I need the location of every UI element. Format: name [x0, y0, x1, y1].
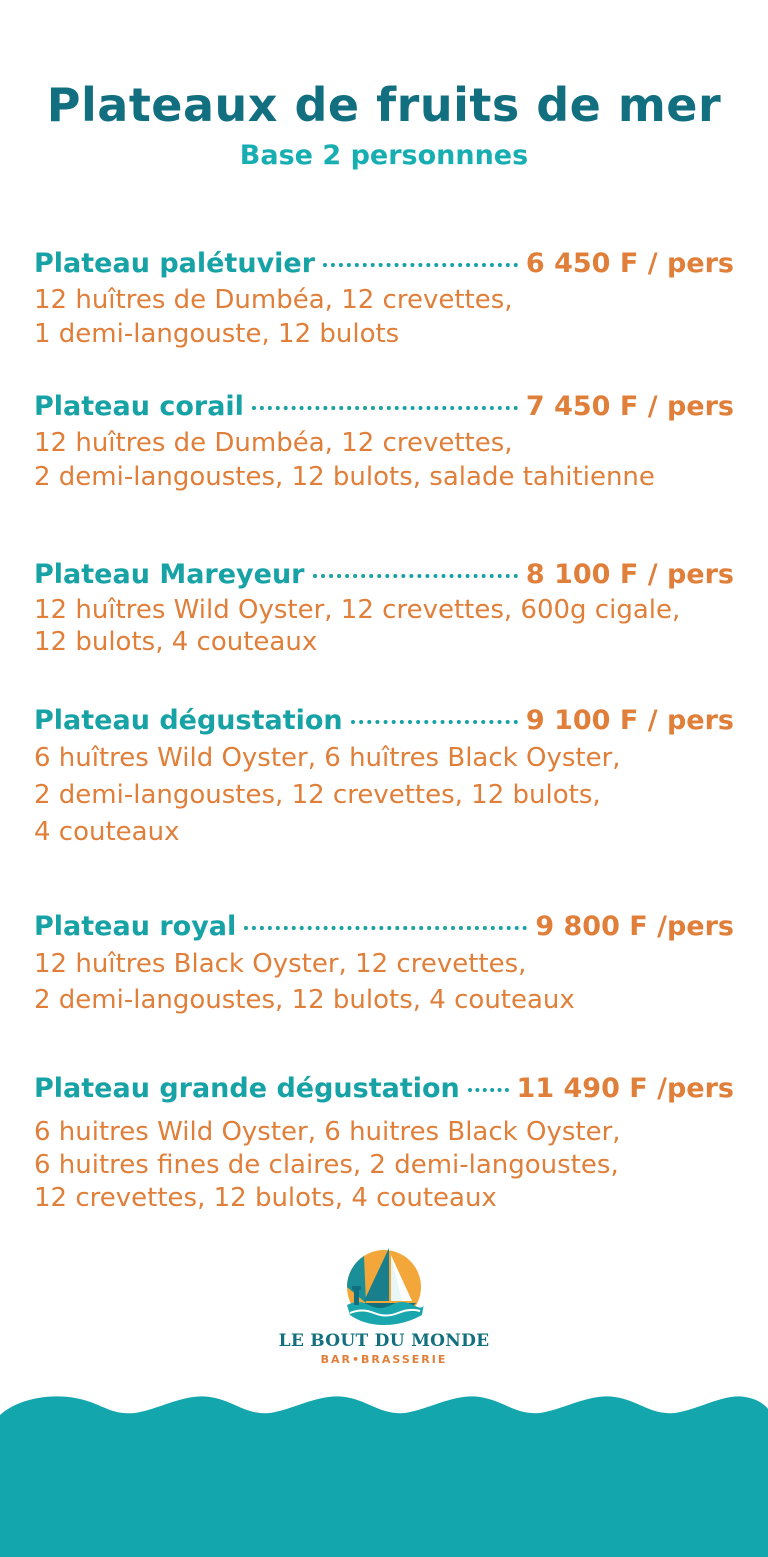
- item-description-line: 12 huîtres de Dumbéa, 12 crevettes,: [34, 428, 513, 458]
- item-description: [34, 283, 734, 351]
- dot-leader: [244, 926, 527, 930]
- item-description-line: 12 bulots, 4 couteaux: [34, 627, 318, 657]
- item-description-line: 12 crevettes, 12 bulots, 4 couteaux: [34, 1183, 497, 1213]
- brand-logo: [0, 1243, 768, 1366]
- item-description-line: 6 huitres Wild Oyster, 6 huitres Black Oyster,: [34, 1117, 621, 1147]
- dot-leader: [252, 406, 518, 410]
- item-price: 9 100 F / pers: [525, 705, 734, 736]
- menu-item-grande-degustation: [34, 1073, 734, 1215]
- item-name: Plateau Mareyeur: [34, 559, 305, 590]
- dot-leader: [351, 720, 518, 724]
- menu-item-degustation: [34, 705, 734, 851]
- item-description-line: 2 demi-langoustes, 12 bulots, salade tahitienne: [34, 462, 655, 492]
- item-description: [34, 740, 734, 851]
- menu-item-paletuvier: [34, 248, 734, 351]
- item-description-line: 12 huîtres Black Oyster, 12 crevettes,: [34, 949, 527, 979]
- menu-item-corail: [34, 391, 734, 494]
- item-description-line: 12 huîtres de Dumbéa, 12 crevettes,: [34, 285, 513, 315]
- item-price: 8 100 F / pers: [525, 559, 734, 590]
- item-name: Plateau palétuvier: [34, 248, 316, 279]
- page-subtitle: Base 2 personnnes: [239, 140, 529, 171]
- item-description-line: 6 huitres fines de claires, 2 demi-langoustes,: [34, 1150, 619, 1180]
- item-name: Plateau corail: [34, 391, 244, 422]
- item-price: 9 800 F /pers: [535, 911, 734, 942]
- dot-leader: [313, 574, 518, 578]
- item-name: Plateau dégustation: [34, 705, 343, 736]
- item-description-line: 1 demi-langouste, 12 bulots: [34, 319, 400, 349]
- item-name: Plateau royal: [34, 911, 237, 942]
- item-description: [34, 426, 734, 494]
- dot-leader: [323, 263, 518, 267]
- brand-name: LE BOUT DU MONDE: [278, 1331, 490, 1351]
- menu-item-royal: [34, 911, 734, 1018]
- item-description-line: 2 demi-langoustes, 12 crevettes, 12 bulots,: [34, 780, 601, 810]
- item-description-line: 6 huîtres Wild Oyster, 6 huîtres Black Oyster,: [34, 743, 621, 773]
- sailboat-icon: [334, 1243, 434, 1327]
- item-description: [34, 1116, 734, 1215]
- item-price: 7 450 F / pers: [525, 391, 734, 422]
- menu-item-mareyeur: [34, 559, 734, 658]
- item-name: Plateau grande dégustation: [34, 1073, 460, 1104]
- item-description-line: 12 huîtres Wild Oyster, 12 crevettes, 600g cigale,: [34, 595, 681, 625]
- item-description: [34, 946, 734, 1018]
- item-description: [34, 594, 734, 658]
- item-price: 6 450 F / pers: [525, 248, 734, 279]
- item-description-line: 2 demi-langoustes, 12 bulots, 4 couteaux: [34, 985, 575, 1015]
- page-title: Plateaux de fruits de mer: [46, 78, 722, 132]
- brand-tagline: BAR•BRASSERIE: [320, 1353, 448, 1366]
- item-price: 11 490 F /pers: [516, 1073, 734, 1104]
- item-description-line: 4 couteaux: [34, 817, 180, 847]
- footer-wave: [0, 1385, 768, 1557]
- dot-leader: [468, 1088, 509, 1092]
